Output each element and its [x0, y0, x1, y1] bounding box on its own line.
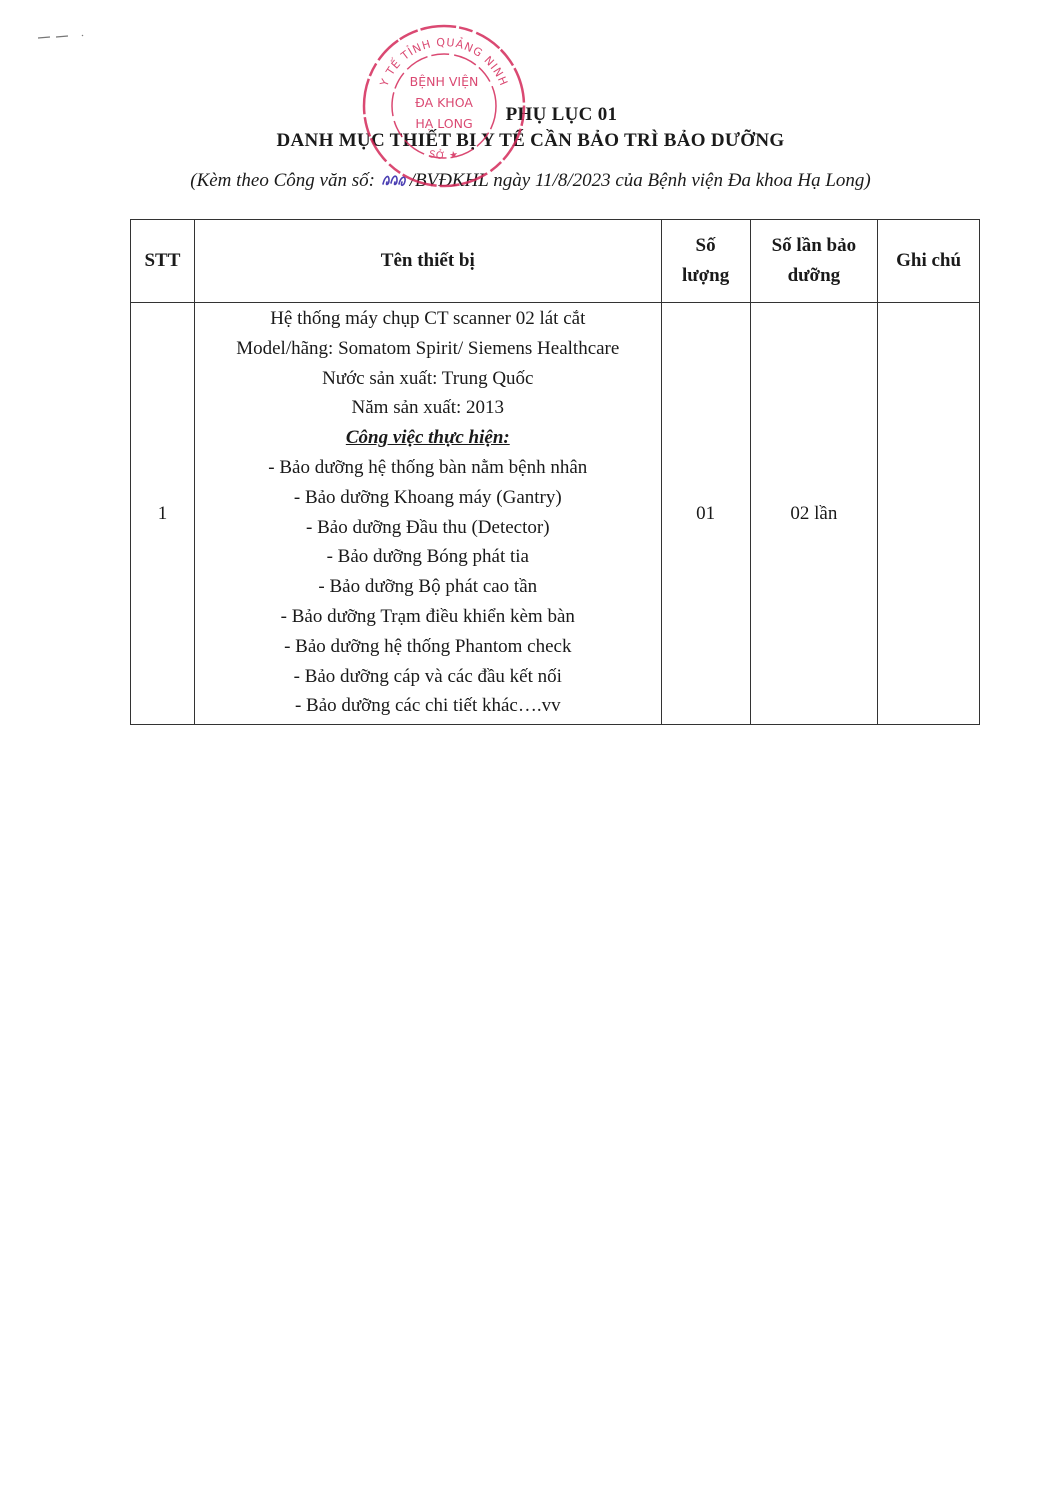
- task-item: - Bảo dưỡng hệ thống Phantom check: [284, 635, 572, 657]
- subtitle-prefix: (Kèm theo Công văn số:: [190, 170, 375, 191]
- subtitle-suffix: /BVĐKHL ngày 11/8/2023 của Bệnh viện Đa khoa Hạ Long): [409, 170, 871, 191]
- header-quantity: [661, 220, 750, 303]
- equipment-origin: Nước sản xuất: Trung Quốc: [322, 367, 534, 389]
- scan-artifact: [36, 34, 86, 40]
- task-item: - Bảo dưỡng Khoang máy (Gantry): [293, 486, 562, 508]
- header-note: Ghi chú: [878, 220, 980, 303]
- equipment-name: Hệ thống máy chụp CT scanner 02 lát cắt: [270, 308, 586, 329]
- svg-text:HẠ LONG: HẠ LONG: [415, 116, 473, 131]
- task-item: - Bảo dưỡng cáp và các đầu kết nối: [293, 665, 562, 687]
- task-item: - Bảo dưỡng Trạm điều khiển kèm bàn: [280, 605, 575, 627]
- task-item: - Bảo dưỡng hệ thống bàn nằm bệnh nhân: [268, 456, 588, 478]
- header-times-line2: dưỡng: [787, 265, 841, 286]
- task-item: - Bảo dưỡng các chi tiết khác….vv: [294, 695, 561, 717]
- header-name: Tên thiết bị: [194, 220, 661, 303]
- header-quantity-line1: Số: [695, 235, 716, 256]
- svg-text:ĐA KHOA: ĐA KHOA: [415, 95, 473, 110]
- task-item: - Bảo dưỡng Bóng phát tia: [326, 546, 529, 568]
- official-seal: [356, 18, 532, 194]
- svg-text:SỞ ★: SỞ ★: [427, 149, 461, 163]
- work-title: Công việc thực hiện:: [345, 427, 510, 449]
- header-quantity-line2: lượng: [681, 265, 730, 286]
- cell-note: [878, 303, 980, 725]
- task-item: - Bảo dưỡng Bộ phát cao tần: [318, 576, 538, 598]
- cell-stt: 1: [131, 303, 195, 725]
- table-header-row: [131, 220, 980, 303]
- header-stt: STT: [131, 220, 195, 303]
- equipment-model: Model/hãng: Somatom Spirit/ Siemens Healthcare: [236, 337, 620, 359]
- svg-text:BỆNH VIỆN: BỆNH VIỆN: [409, 74, 479, 89]
- cell-maintenance-times: 02 lần: [750, 303, 878, 725]
- header-times-line1: Số lần bảo: [771, 235, 857, 256]
- task-item: - Bảo dưỡng Đầu thu (Detector): [306, 516, 550, 538]
- cell-equipment-description: [194, 303, 661, 725]
- cell-quantity: 01: [661, 303, 750, 725]
- table-row: [131, 303, 980, 725]
- equipment-year: Năm sản xuất: 2013: [351, 397, 505, 419]
- svg-text:Y TẾ TỈNH QUẢNG NINH: Y TẾ TỈNH QUẢNG NINH: [377, 35, 511, 89]
- appendix-label: PHỤ LỤC 01: [505, 104, 618, 125]
- document-title: DANH MỤC THIẾT BỊ Y TẾ CẦN BẢO TRÌ BẢO DƯỠNG: [276, 130, 785, 151]
- equipment-table: [130, 219, 980, 725]
- header-maintenance-times: [750, 220, 878, 303]
